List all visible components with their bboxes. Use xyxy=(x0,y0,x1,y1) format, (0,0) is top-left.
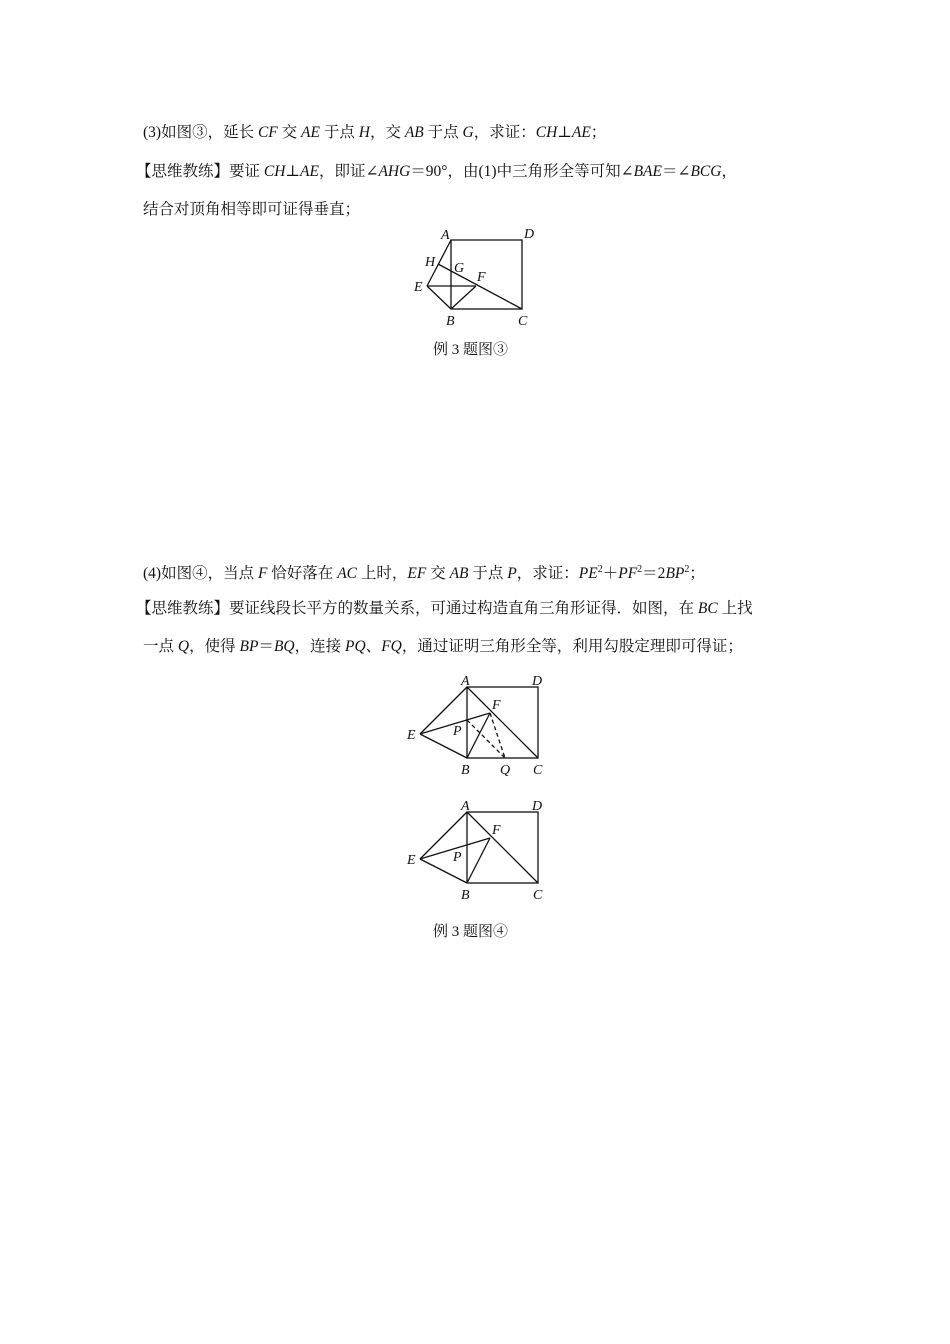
text: 【思维教练】要证 xyxy=(136,163,264,180)
text: ； xyxy=(590,124,607,141)
math: CH⊥AE xyxy=(535,124,591,141)
text: 、 xyxy=(365,638,382,655)
text: (3)如图③，延长 xyxy=(143,124,258,141)
text: ，连接 xyxy=(294,638,345,655)
math: AE xyxy=(301,124,320,141)
label-G: G xyxy=(454,261,465,276)
label-A: A xyxy=(461,799,470,814)
math: F xyxy=(257,565,268,583)
label-F: F xyxy=(492,823,501,838)
text: ＝2 xyxy=(642,565,666,583)
label-B: B xyxy=(446,314,455,329)
math: AB xyxy=(449,565,469,583)
label-F: F xyxy=(477,270,486,285)
text: ＋ xyxy=(602,565,619,583)
text: 一点 xyxy=(143,638,178,655)
superscript: 2 xyxy=(637,564,643,575)
text: 交 xyxy=(426,565,450,583)
label-H: H xyxy=(425,255,436,270)
label-P: P xyxy=(453,724,462,739)
math: AB xyxy=(404,124,424,141)
text: 恰好落在 xyxy=(267,565,338,583)
math: BCG xyxy=(690,163,722,180)
math: P xyxy=(507,565,517,583)
math: BC xyxy=(697,600,718,617)
label-F: F xyxy=(492,698,501,713)
math: BQ xyxy=(273,638,295,655)
math: G xyxy=(462,124,474,141)
text: ，交 xyxy=(369,124,405,141)
math: PQ xyxy=(345,638,366,655)
figure-4-caption: 例 3 题图④ xyxy=(433,924,509,940)
label-C: C xyxy=(533,763,543,778)
text: 交 xyxy=(277,124,302,141)
label-C: C xyxy=(518,314,528,329)
label-A: A xyxy=(461,674,470,689)
label-D: D xyxy=(524,227,535,242)
label-D: D xyxy=(532,799,543,814)
text: ； xyxy=(689,565,705,583)
text: ，使得 xyxy=(189,638,240,655)
math: Q xyxy=(177,638,190,655)
text: ＝∠ xyxy=(661,163,691,180)
text: ，即证∠ xyxy=(318,163,379,180)
label-P: P xyxy=(453,850,462,865)
superscript: 2 xyxy=(597,564,603,575)
superscript: 2 xyxy=(684,564,690,575)
math: BP xyxy=(239,638,259,655)
math: AHG xyxy=(378,163,411,180)
math: BAE xyxy=(633,163,662,180)
label-E: E xyxy=(407,853,416,868)
text: ，通过证明三角形全等，利用勾股定理即可得证； xyxy=(401,638,743,655)
math: EF xyxy=(407,565,427,583)
math: BP xyxy=(665,565,685,583)
text: ，求证： xyxy=(516,565,579,583)
math: PE xyxy=(578,565,598,583)
label-C: C xyxy=(533,888,543,903)
text: ， xyxy=(721,163,737,180)
text: 上时， xyxy=(357,565,408,583)
math: AC xyxy=(337,565,357,583)
label-B: B xyxy=(461,888,470,903)
text: 上找 xyxy=(717,600,753,617)
math: PF xyxy=(618,565,638,583)
text: (4)如图④，当点 xyxy=(143,565,258,583)
part3-hint-line2: 结合对顶角相等即可证得垂直； xyxy=(143,201,361,218)
label-B: B xyxy=(461,763,470,778)
text: 于点 xyxy=(319,124,359,141)
text: ，求证： xyxy=(473,124,536,141)
text: 于点 xyxy=(423,124,463,141)
label-D: D xyxy=(532,674,543,689)
math: H xyxy=(358,124,370,141)
text: ＝ xyxy=(258,638,274,655)
label-Q: Q xyxy=(500,763,511,778)
text: ＝90°，由(1)中三角形全等可知∠ xyxy=(410,163,634,180)
label-E: E xyxy=(414,280,423,295)
label-E: E xyxy=(407,728,416,743)
label-A: A xyxy=(441,228,450,243)
figure-3-caption: 例 3 题图③ xyxy=(433,342,509,358)
text: 于点 xyxy=(468,565,508,583)
math: CH⊥AE xyxy=(263,163,319,180)
text: 【思维教练】要证线段长平方的数量关系，可通过构造直角三角形证得．如图，在 xyxy=(136,600,698,617)
math: CF xyxy=(257,124,278,141)
math: FQ xyxy=(381,638,402,655)
